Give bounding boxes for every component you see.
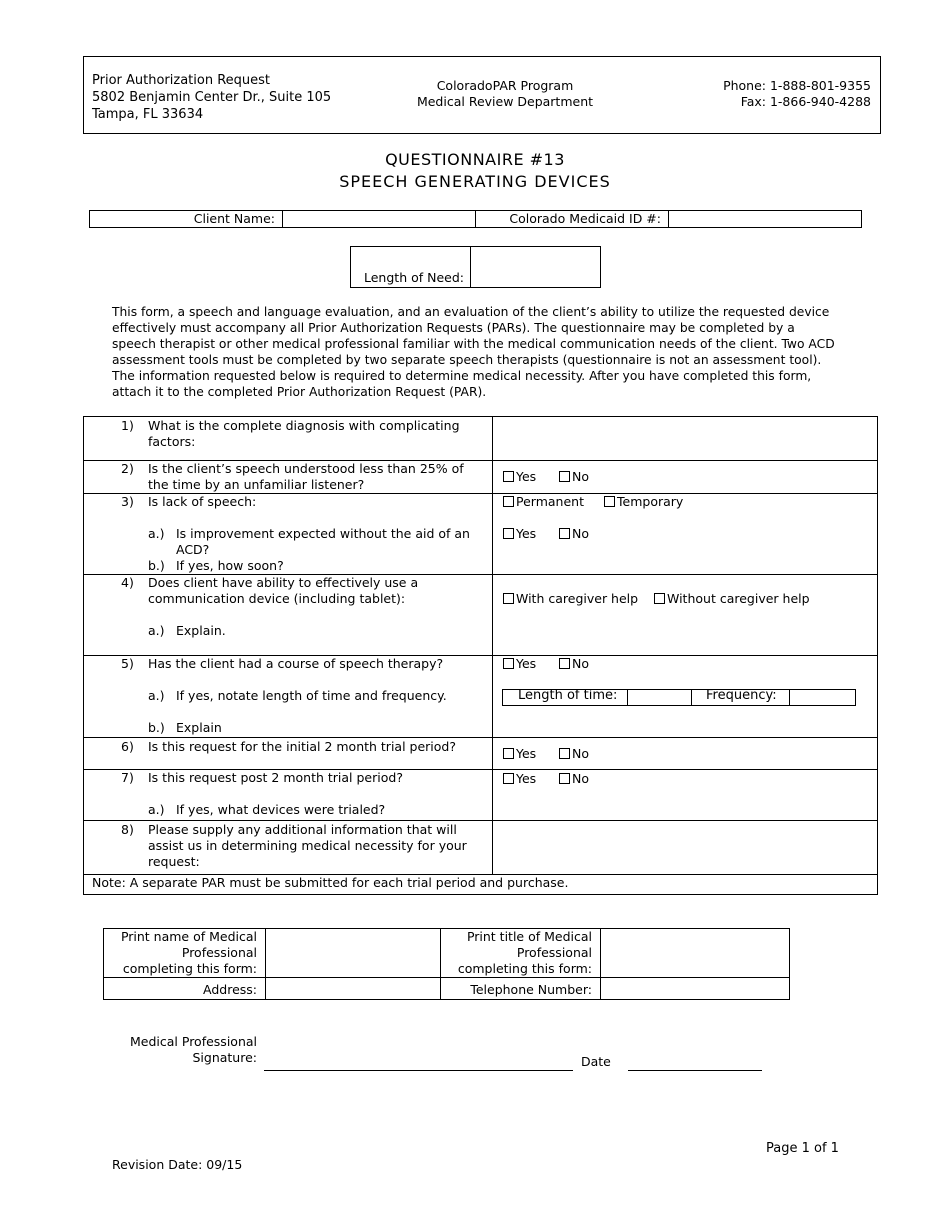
header-address xyxy=(92,72,331,123)
q4a-number: a.) xyxy=(148,623,165,638)
page-title xyxy=(0,149,950,193)
q8-text: Please supply any additional information that will assist us in determining medical necessity for your request: xyxy=(148,822,467,869)
checkbox[interactable] xyxy=(559,773,570,784)
q4-without-help-option[interactable]: Without caregiver help xyxy=(654,591,810,606)
checkbox[interactable] xyxy=(559,658,570,669)
q6-text: Is this request for the initial 2 month trial period? xyxy=(148,739,456,754)
telephone-field[interactable] xyxy=(601,978,789,999)
q3b-text: If yes, how soon? xyxy=(176,558,284,573)
signature-line[interactable] xyxy=(264,1070,573,1071)
frequency-label: Frequency: xyxy=(706,688,777,703)
q7-number: 7) xyxy=(121,770,134,785)
address-field[interactable] xyxy=(266,978,439,999)
checkbox[interactable] xyxy=(604,496,615,507)
client-name-field[interactable] xyxy=(283,211,474,227)
q5a-number: a.) xyxy=(148,688,165,703)
print-name-field[interactable] xyxy=(266,929,439,976)
header-contact xyxy=(723,78,871,110)
length-of-need-label: Length of Need: xyxy=(364,270,464,285)
checkbox[interactable] xyxy=(503,748,514,759)
length-of-time-field[interactable] xyxy=(628,690,690,705)
address-label: Address: xyxy=(203,982,257,997)
date-line[interactable] xyxy=(628,1070,762,1071)
checkbox[interactable] xyxy=(503,496,514,507)
checkbox[interactable] xyxy=(503,528,514,539)
checkbox[interactable] xyxy=(559,748,570,759)
q5-text: Has the client had a course of speech therapy? xyxy=(148,656,444,671)
header-program xyxy=(380,78,630,110)
title-line-2: SPEECH GENERATING DEVICES xyxy=(339,172,611,191)
q1-text: What is the complete diagnosis with complicating factors: xyxy=(148,418,460,449)
q5b-text: Explain xyxy=(176,720,222,735)
q7-yes-option[interactable]: Yes xyxy=(503,771,536,786)
q8-number: 8) xyxy=(121,822,134,837)
q4-with-help-option[interactable]: With caregiver help xyxy=(503,591,638,606)
q3-text: Is lack of speech: xyxy=(148,494,257,509)
header-fax: Fax: 1-866-940-4288 xyxy=(740,94,871,109)
q7a-number: a.) xyxy=(148,802,165,817)
q7a-text: If yes, what devices were trialed? xyxy=(176,802,386,817)
client-name-label: Client Name: xyxy=(193,211,275,226)
checkbox[interactable] xyxy=(559,471,570,482)
frequency-field[interactable] xyxy=(790,690,855,705)
q6-number: 6) xyxy=(121,739,134,754)
title-line-1: QUESTIONNAIRE #13 xyxy=(385,150,565,169)
q6-yes-option[interactable]: Yes xyxy=(503,746,536,761)
intro-paragraph: This form, a speech and language evaluation, and an evaluation of the client’s ability to utilize the requested device effectively must accompany all Prior Authorization Requests (PARs). The questionnaire may be completed by a speech therapist or other medical professional familiar with the medical communication needs of the client. Two ACD assessment tools must be completed by two separate speech therapists (questionnaire is not an assessment tool). The information requested below is required to determine medical necessity. After you have completed this form, attach it to the completed Prior Authorization Request (PAR). xyxy=(112,305,835,399)
q3a-yes-option[interactable]: Yes xyxy=(503,526,536,541)
q3a-number: a.) xyxy=(148,526,165,541)
signature-label: Medical Professional Signature: xyxy=(130,1034,257,1065)
note-text: Note: A separate PAR must be submitted for each trial period and purchase. xyxy=(92,875,569,890)
length-of-need-field[interactable] xyxy=(471,247,600,287)
q2-text: Is the client’s speech understood less than 25% of the time by an unfamiliar listener? xyxy=(148,461,464,492)
q3-temporary-option[interactable]: Temporary xyxy=(604,494,683,509)
print-name-label: Print name of Medical Professional completing this form: xyxy=(120,929,257,976)
page-number: Page 1 of 1 xyxy=(766,1141,839,1156)
checkbox[interactable] xyxy=(503,471,514,482)
q1-number: 1) xyxy=(121,418,134,433)
q5-yes-option[interactable]: Yes xyxy=(503,656,536,671)
date-label: Date xyxy=(581,1054,611,1069)
q3a-no-option[interactable]: No xyxy=(559,526,589,541)
q4-number: 4) xyxy=(121,575,134,590)
header-phone: Phone: 1-888-801-9355 xyxy=(723,78,871,93)
checkbox[interactable] xyxy=(654,593,665,604)
q2-number: 2) xyxy=(121,461,134,476)
medicaid-id-label: Colorado Medicaid ID #: xyxy=(509,211,661,226)
header-org: Prior Authorization Request xyxy=(92,73,271,88)
q2-yes-option[interactable]: Yes xyxy=(503,469,536,484)
q5b-number: b.) xyxy=(148,720,165,735)
q7-text: Is this request post 2 month trial period? xyxy=(148,770,403,785)
checkbox[interactable] xyxy=(559,528,570,539)
q5-number: 5) xyxy=(121,656,134,671)
revision-date: Revision Date: 09/15 xyxy=(112,1157,243,1172)
q1-answer-field[interactable] xyxy=(494,418,876,458)
q5-no-option[interactable]: No xyxy=(559,656,589,671)
q5a-text: If yes, notate length of time and frequency. xyxy=(176,688,447,703)
print-title-label: Print title of Medical Professional completing this form: xyxy=(457,929,592,976)
q6-no-option[interactable]: No xyxy=(559,746,589,761)
q2-no-option[interactable]: No xyxy=(559,469,589,484)
q7-no-option[interactable]: No xyxy=(559,771,589,786)
telephone-label: Telephone Number: xyxy=(470,982,592,997)
print-title-field[interactable] xyxy=(601,929,789,976)
q3-number: 3) xyxy=(121,494,134,509)
q4a-text: Explain. xyxy=(176,623,226,638)
q3-permanent-option[interactable]: Permanent xyxy=(503,494,584,509)
medicaid-id-field[interactable] xyxy=(669,211,861,227)
header-street: 5802 Benjamin Center Dr., Suite 105 xyxy=(92,90,332,105)
q3a-text: Is improvement expected without the aid of an ACD? xyxy=(176,526,470,557)
checkbox[interactable] xyxy=(503,658,514,669)
header-city: Tampa, FL 33634 xyxy=(92,107,204,122)
q8-answer-field[interactable] xyxy=(494,822,876,872)
header-program-name: ColoradoPAR Program xyxy=(436,78,574,93)
header-department: Medical Review Department xyxy=(416,94,594,109)
length-of-time-label: Length of time: xyxy=(518,688,618,703)
q3b-number: b.) xyxy=(148,558,165,573)
checkbox[interactable] xyxy=(503,593,514,604)
checkbox[interactable] xyxy=(503,773,514,784)
q4-text: Does client have ability to effectively use a communication device (including tablet): xyxy=(148,575,419,606)
